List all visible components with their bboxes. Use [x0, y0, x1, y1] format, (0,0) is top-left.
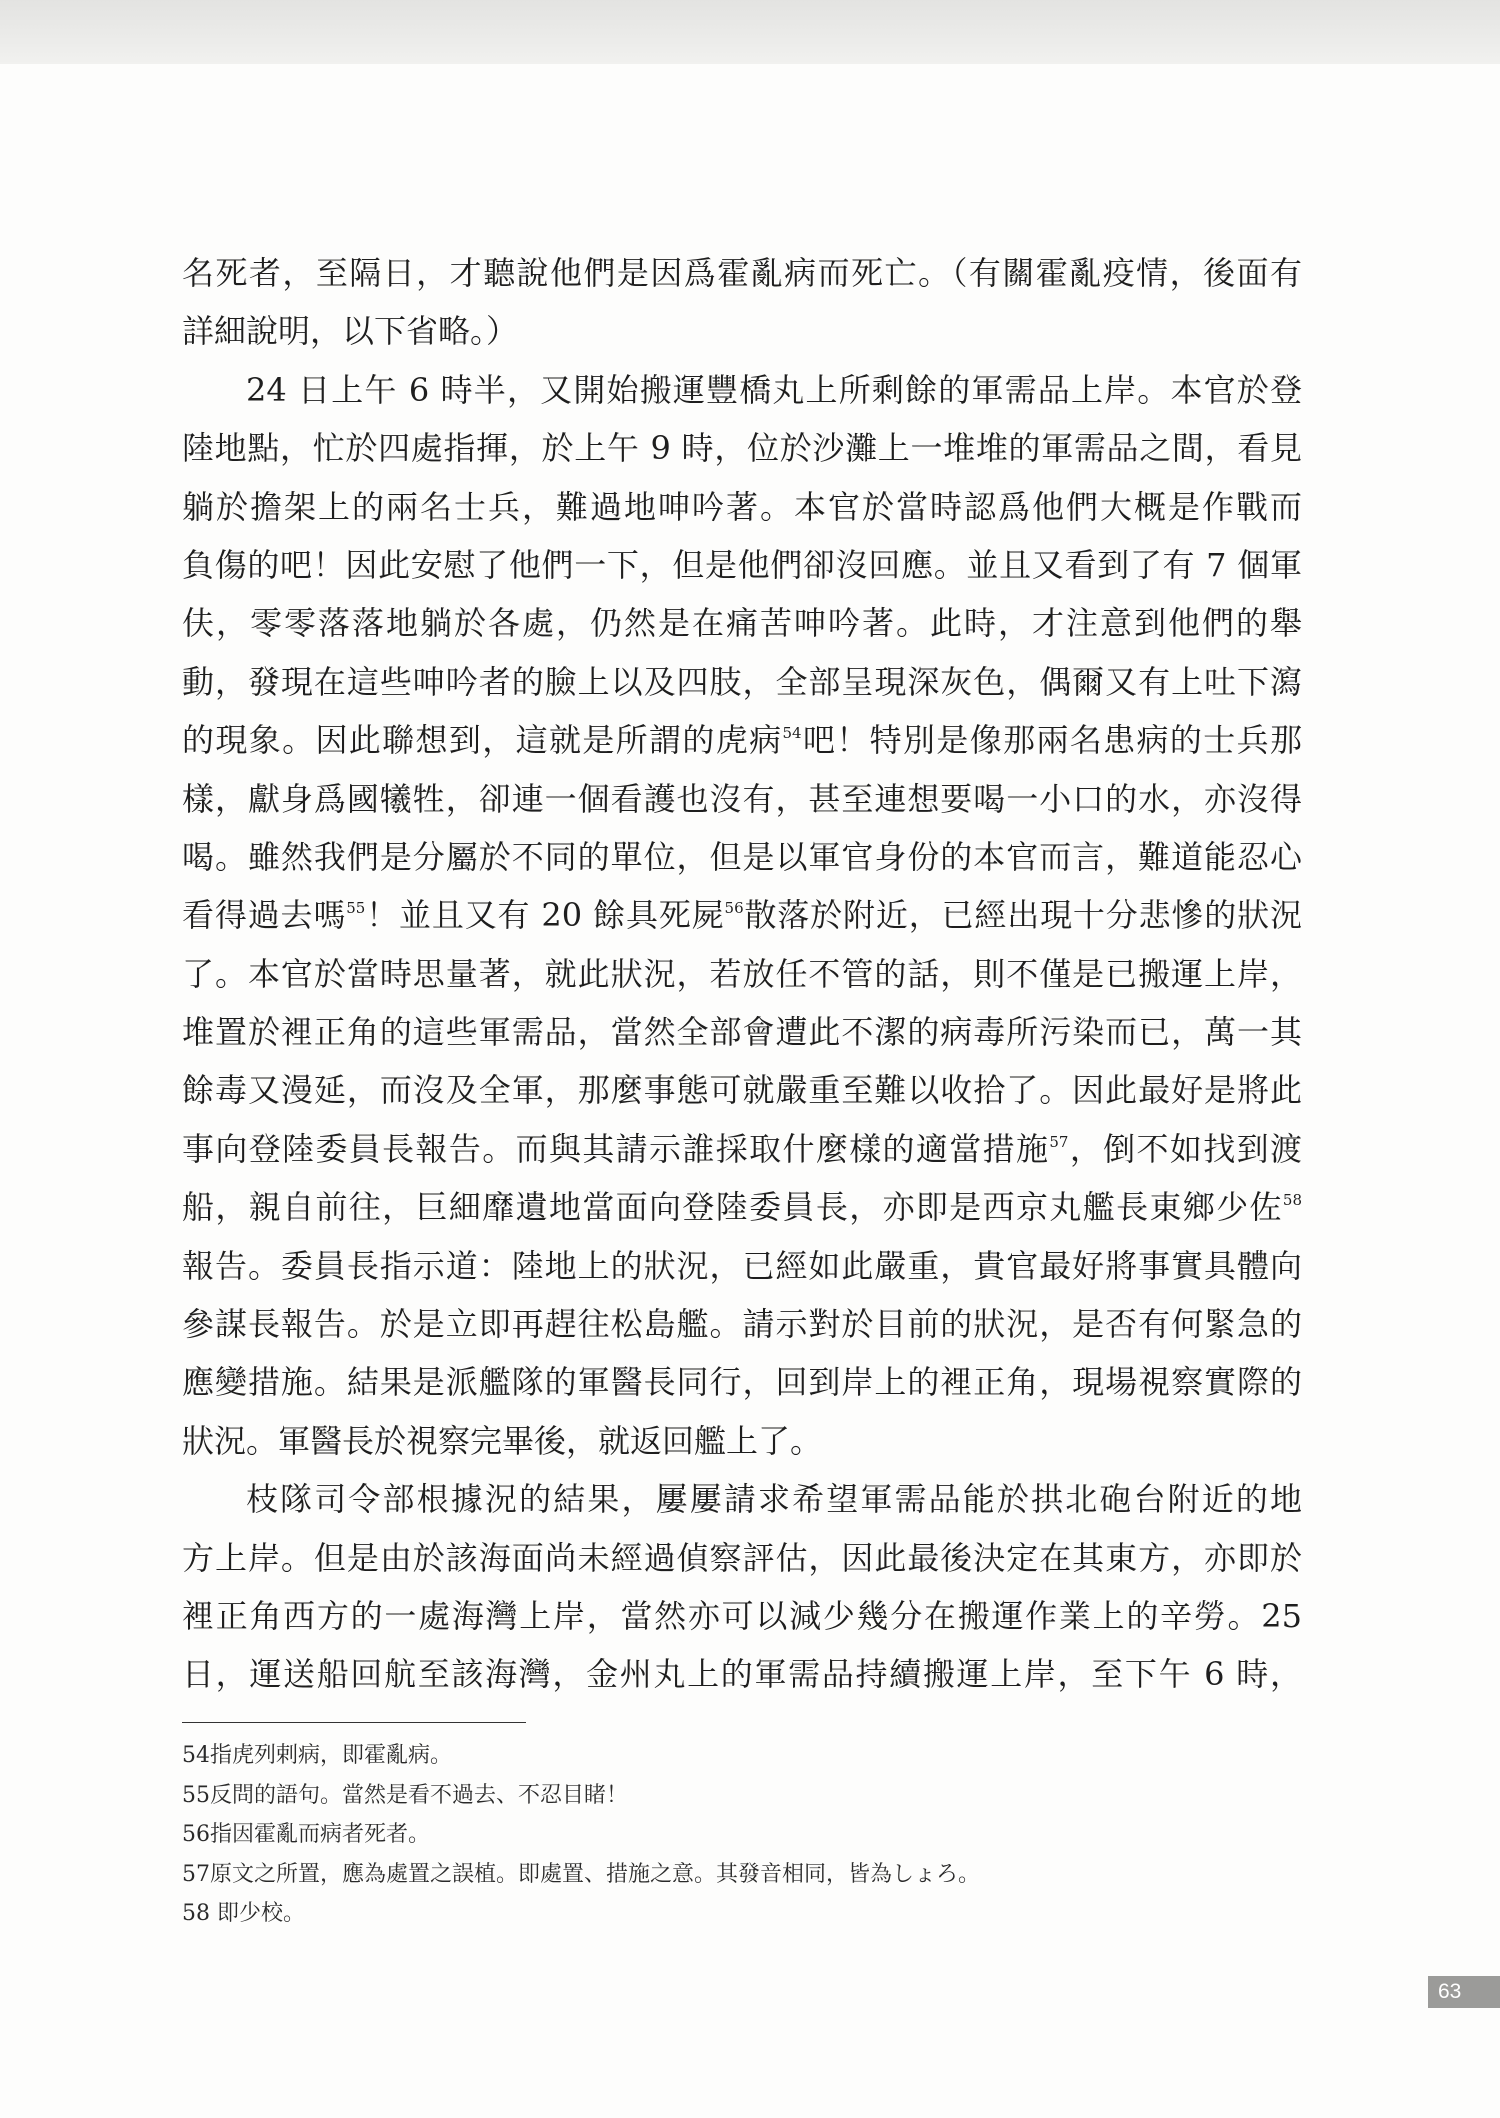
footnote-55: 55反問的語句。當然是看不過去、不忍目睹！ — [182, 1782, 628, 1808]
footnote-56: 56指因霍亂而病者死者。 — [182, 1822, 430, 1847]
footnote-ref-57: 57 — [1049, 1132, 1069, 1151]
text-line: 裡正角西方的一處海灣上岸，當然亦可以減少幾分在搬運作業上的辛勞。25 — [182, 1596, 1302, 1635]
footnote-ref-54: 54 — [782, 724, 802, 743]
text-line — [182, 886, 1302, 944]
text-segment: ！並且又有 20 餘具死屍 — [365, 896, 725, 935]
paragraph-2 — [182, 361, 1302, 1470]
scan-top-band — [0, 0, 1500, 64]
text-line — [182, 1120, 1302, 1178]
text-line: 詳細說明，以下省略。） — [182, 312, 519, 351]
text-line: 應變措施。結果是派艦隊的軍醫長同行，回到岸上的裡正角，現場視察實際的 — [182, 1363, 1302, 1402]
footnote-57: 57原文之所置，應為處置之誤植。即處置、措施之意。其發音相同，皆為しょろ。 — [182, 1861, 980, 1887]
text-segment: ，倒不如找到渡 — [1068, 1129, 1302, 1168]
text-line: 枝隊司令部根據況的結果，屢屢請求希望軍需品能於拱北砲台附近的地 — [246, 1480, 1302, 1519]
text-line: 堆置於裡正角的這些軍需品，當然全部會遭此不潔的病毒所污染而已，萬一其 — [182, 1013, 1302, 1052]
footnote-ref-56: 56 — [724, 899, 744, 918]
paragraph-1 — [182, 244, 1302, 361]
text-line: 負傷的吧！因此安慰了他們一下，但是他們卻沒回應。並且又看到了有 7 個軍 — [182, 545, 1302, 584]
paragraph-3 — [182, 1470, 1302, 1704]
footnotes — [182, 1736, 1302, 1934]
text-line: 喝。雖然我們是分屬於不同的單位，但是以軍官身份的本官而言，難道能忍心 — [182, 837, 1302, 876]
text-line: 日，運送船回航至該海灣，金州丸上的軍需品持續搬運上岸，至下午 6 時， — [182, 1655, 1302, 1694]
footnote-ref-58: 58 — [1282, 1191, 1302, 1210]
text-segment: 看得過去嗎 — [182, 896, 347, 935]
text-line — [182, 1178, 1302, 1236]
text-segment: 散落於附近，已經出現十分悲慘的狀況 — [743, 896, 1302, 935]
page-number: 63 — [1428, 1976, 1500, 2008]
text-line: 樣，獻身爲國犧牲，卻連一個看護也沒有，甚至連想要喝一小口的水，亦沒得 — [182, 779, 1302, 818]
text-line: 餘毒又漫延，而沒及全軍，那麼事態可就嚴重至難以收拾了。因此最好是將此 — [182, 1071, 1302, 1110]
text-line: 動，發現在這些呻吟者的臉上以及四肢，全部呈現深灰色，偶爾又有上吐下瀉 — [182, 662, 1302, 701]
text-line: 參謀長報告。於是立即再趕往松島艦。請示對於目前的狀況，是否有何緊急的 — [182, 1305, 1302, 1344]
text-line: 伕，零零落落地躺於各處，仍然是在痛苦呻吟著。此時，才注意到他們的舉 — [182, 604, 1302, 643]
text-line: 陸地點，忙於四處指揮，於上午 9 時，位於沙灘上一堆堆的軍需品之間，看見 — [182, 429, 1302, 468]
text-line: 名死者，至隔日，才聽說他們是因爲霍亂病而死亡。（有關霍亂疫情，後面有 — [182, 254, 1302, 292]
text-line: 狀況。軍醫長於視察完畢後，就返回艦上了。 — [182, 1421, 823, 1460]
text-line: 報告。委員長指示道：陸地上的狀況，已經如此嚴重，貴官最好將事實具體向 — [182, 1246, 1302, 1285]
footnote-divider — [182, 1722, 526, 1723]
footnote-54: 54指虎列剌病，即霍亂病。 — [182, 1743, 452, 1768]
text-segment: 船，親自前往，巨細靡遺地當面向登陸委員長，亦即是西京丸艦長東鄉少佐 — [182, 1188, 1283, 1227]
text-segment: 的現象。因此聯想到，這就是所謂的虎病 — [182, 721, 783, 760]
text-line: 24 日上午 6 時半，又開始搬運豐橋丸上所剩餘的軍需品上岸。本官於登 — [246, 370, 1302, 409]
footnote-ref-55: 55 — [346, 899, 366, 918]
text-segment: 吧！特別是像那兩名患病的士兵那 — [801, 721, 1302, 760]
main-text — [182, 244, 1302, 1704]
text-line: 躺於擔架上的兩名士兵，難過地呻吟著。本官於當時認爲他們大概是作戰而 — [182, 487, 1302, 526]
text-segment: 事向登陸委員長報告。而與其請示誰採取什麼樣的適當措施 — [182, 1129, 1050, 1168]
text-line: 了。本官於當時思量著，就此狀況，若放任不管的話，則不僅是已搬運上岸， — [182, 954, 1302, 993]
text-line: 方上岸。但是由於該海面尚未經過偵察評估，因此最後決定在其東方，亦即於 — [182, 1538, 1302, 1577]
footnote-58: 58 即少校。 — [182, 1901, 305, 1926]
text-line — [182, 711, 1302, 769]
